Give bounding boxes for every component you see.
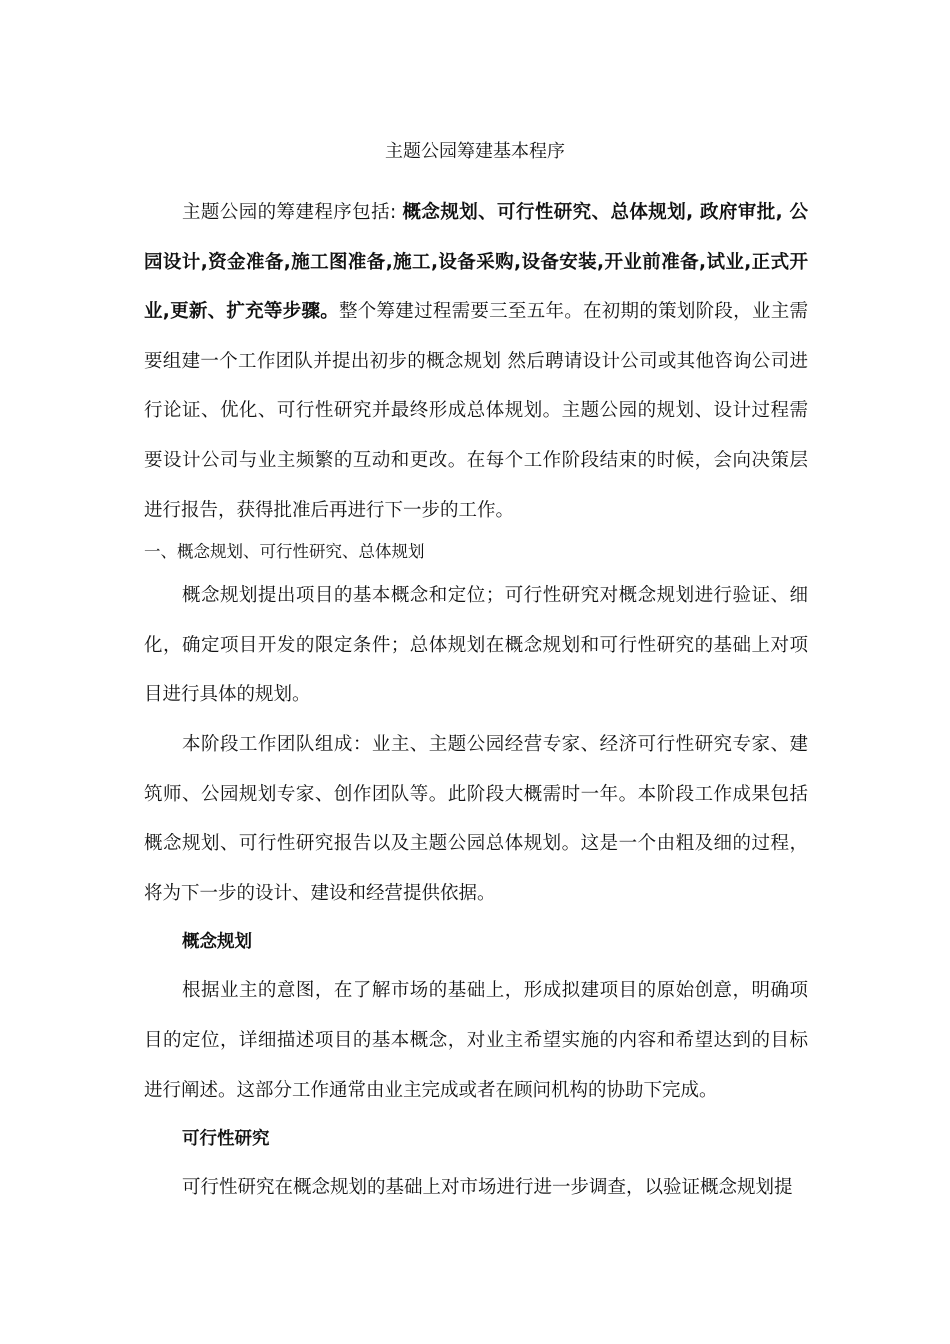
subheading-feasibility: 可行性研究: [182, 1129, 270, 1150]
document-body: [144, 188, 808, 1213]
section-heading-1: 一、概念规划、可行性研究、总体规划: [144, 542, 425, 562]
concept-paragraph: 根据业主的意图，在了解市场的基础上，形成拟建项目的原始创意，明确项目的定位，详细描述项目的基本概念，对业主希望实施的内容和希望达到的目标进行阐述。这部分工作通常由业主完成或者在顾问机构的协助下完成。: [144, 980, 808, 1101]
section1-paragraph-1: 概念规划提出项目的基本概念和定位；可行性研究对概念规划进行验证、细化，确定项目开发的限定条件；总体规划在概念规划和可行性研究的基础上对项目进行具体的规划。: [144, 585, 808, 706]
feasibility-paragraph: 可行性研究在概念规划的基础上对市场进行进一步调查，以验证概念规划提: [182, 1177, 793, 1199]
section1-paragraph-2: 本阶段工作团队组成：业主、主题公园经营专家、经济可行性研究专家、建筑师、公园规划专家、创作团队等。此阶段大概需时一年。本阶段工作成果包括概念规划、可行性研究报告以及主题公园总体规划。这是一个由粗及细的过程，将为下一步的设计、建设和经营提供依据。: [144, 733, 808, 904]
subheading-concept-planning: 概念规划: [182, 932, 252, 953]
document-title: 主题公园筹建基本程序: [385, 141, 565, 162]
intro-paragraph: [144, 188, 808, 535]
intro-steps-bold: 概念规划、可行性研究、总体规划, 政府审批, 公园设计,资金准备,施工图准备,施工,设备采购,设备安装,开业前准备,试业,正式开业,更新、扩充等步骤。: [144, 202, 808, 323]
intro-rest: 整个筹建过程需要三至五年。在初期的策划阶段，业主需要组建一个工作团队并提出初步的概念规划 然后聘请设计公司或其他咨询公司进行论证、优化、可行性研究并最终形成总体规划。主题公园的规划、设计过程需要设计公司与业主频繁的互动和更改。在每个工作阶段结束的时候，会向决策层进行报告，获得批准后再进行下一步的工作。: [144, 301, 808, 521]
intro-lead: 主题公园的筹建程序包括:: [182, 202, 403, 223]
